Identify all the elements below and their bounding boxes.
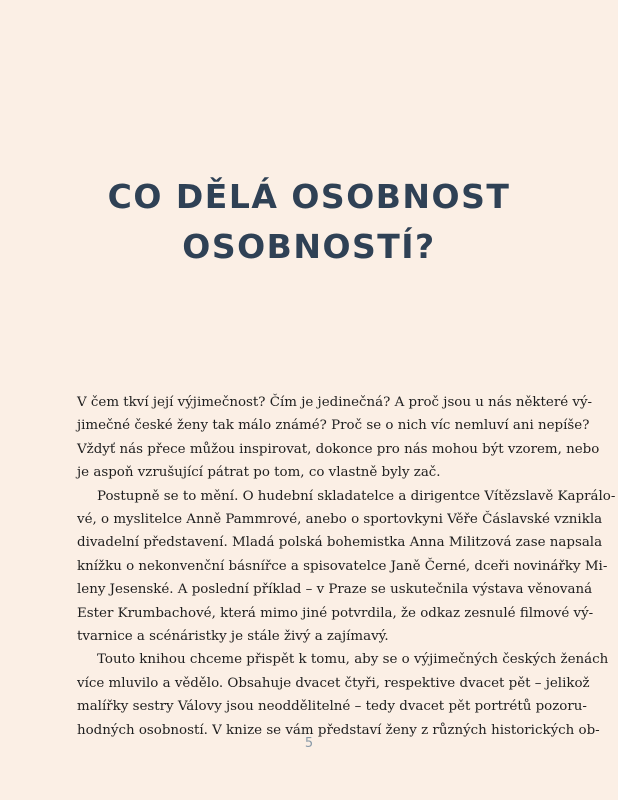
text-line: hodných osobností. V knize se vám představí ženy z různých historických ob- <box>77 722 600 738</box>
text-line: divadelní představení. Mladá polská bohemistka Anna Militzová zase napsala <box>77 535 603 551</box>
text-line: Ester Krumbachové, která mimo jiné potvrdila, že odkaz zesnulé filmové vý- <box>77 605 594 621</box>
text-line: vé, o myslitelce Anně Pammrové, anebo o sportovkyni Věře Čáslavské vznikla <box>77 512 603 528</box>
paragraph-2 <box>77 485 616 649</box>
text-line: více mluvilo a vědělo. Obsahuje dvacet čtyři, respektive dvacet pět – jelikož <box>77 675 590 691</box>
page-number: 5 <box>304 736 314 751</box>
text-line: leny Jesenské. A poslední příklad – v Praze se uskutečnila výstava věnovaná <box>77 582 593 598</box>
text-line: Touto knihou chceme přispět k tomu, aby se o výjimečných českých ženách <box>97 652 609 668</box>
paragraph-3 <box>77 648 609 742</box>
chapter-title <box>0 172 618 272</box>
text-line: je aspoň vzrušující pátrat po tom, co vlastně byly zač. <box>77 465 441 481</box>
text-line: tvarnice a scénáristky je stále živý a zajímavý. <box>77 629 389 645</box>
text-line: Postupně se to mění. O hudební skladatelce a dirigentce Vítězslavě Kaprálo- <box>97 488 616 504</box>
text-line: V čem tkví její výjimečnost? Čím je jedinečná? A proč jsou u nás některé vý- <box>77 395 593 410</box>
text-line: Vždyť nás přece můžou inspirovat, dokonce pro nás mohou být vzorem, nebo <box>77 441 600 457</box>
paragraph-1 <box>77 391 600 485</box>
text-line: jimečné české ženy tak málo známé? Proč se o nich víc nemluví ani nepíše? <box>77 418 590 434</box>
text-line: malířky sestry Válovy jsou neoddělitelné – tedy dvacet pět portrétů pozoru- <box>77 699 587 715</box>
text-line: knížku o nekonvenční básnířce a spisovatelce Janě Černé, dceři novinářky Mi- <box>77 558 608 574</box>
chapter-title-line-1: CO DĚLÁ OSOBNOST <box>107 177 511 216</box>
body-text <box>77 391 616 742</box>
chapter-title-line-2: OSOBNOSTÍ? <box>182 227 436 266</box>
